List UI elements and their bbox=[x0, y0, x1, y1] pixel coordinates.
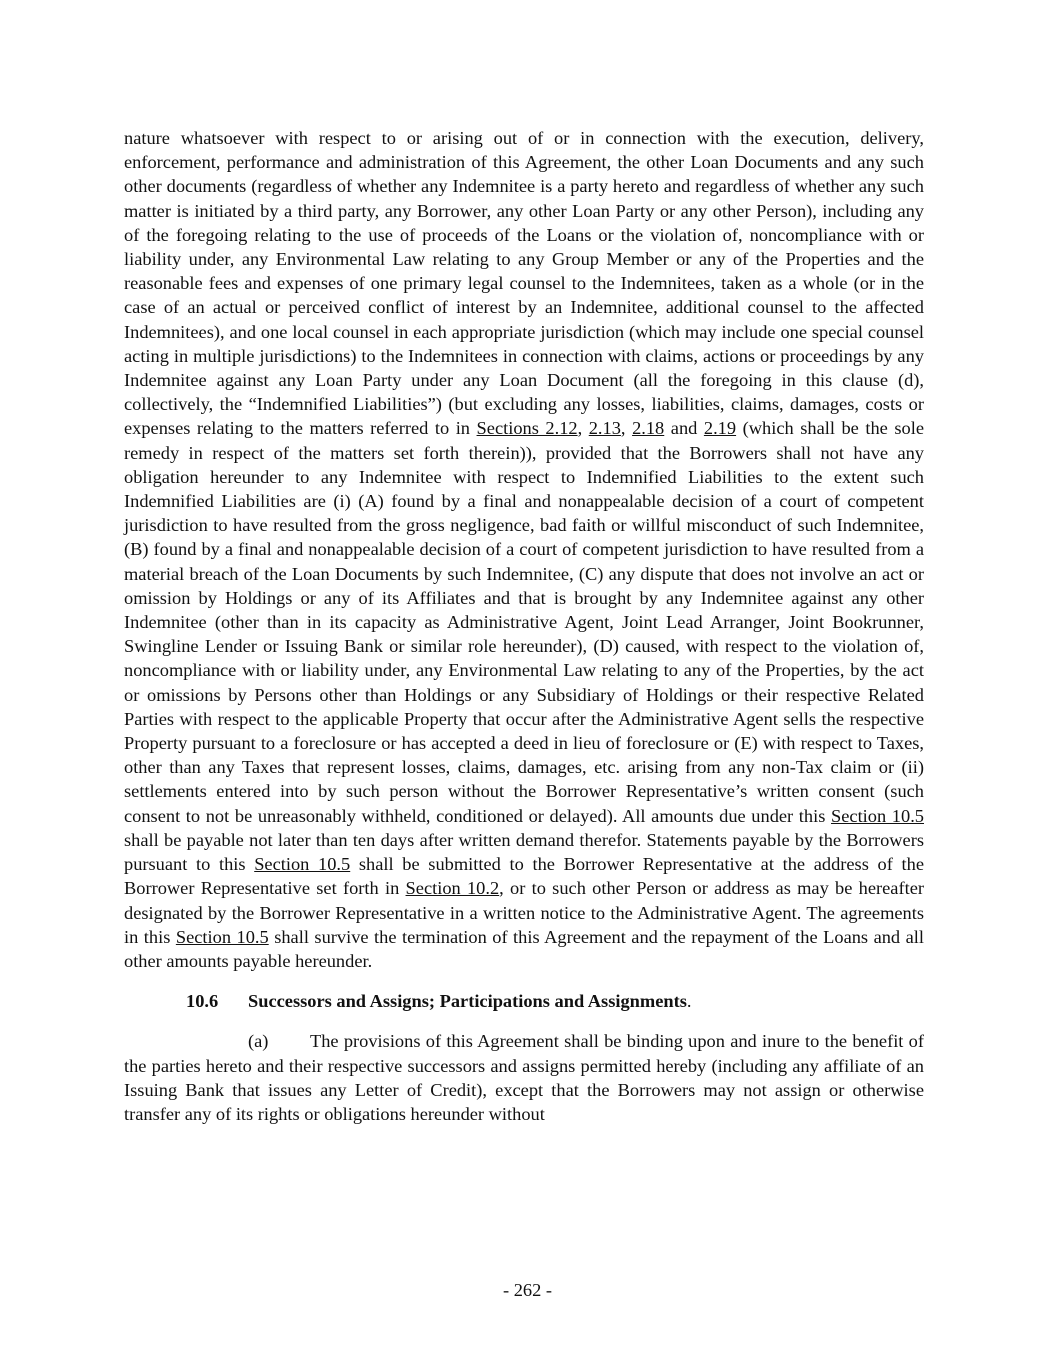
section-ref-2-13: 2.13 bbox=[588, 418, 621, 439]
subsection-text: The provisions of this Agreement shall be binding upon and inure to the benefit of the parties hereto and their respective successors and assigns permitted hereby (including any affiliate of an Issuing Bank that issues any Letter of Credit), except that the Borrowers may not assign or otherwise transfer any of its rights or obligations hereunder without bbox=[124, 1031, 924, 1124]
document-page bbox=[124, 126, 924, 1126]
section-ref-10-5: Section 10.5 bbox=[831, 805, 924, 826]
paragraph-text: nature whatsoever with respect to or arising out of or in connection with the execution, delivery, enforcement, performance and administration of this Agreement, the other Loan Documents and any such other documents (regardless of whether any Indemnitee is a party hereto and regardless of whether any such matter is initiated by a third party, any Borrower, any other Loan Party or any other Person), including any of the foregoing relating to the use of proceeds of the Loans or the violation of, noncompliance with or liability under, any Environmental Law relating to any Group Member or any of the Properties and the reasonable fees and expenses of one primary legal counsel to the Indemnitees, taken as a whole (or in the case of an actual or perceived conflict of interest by an Indemnitee, additional counsel to the affected Indemnitees), and one local counsel in each appropriate jurisdiction (which may include one special counsel acting in multiple jurisdictions) to the Indemnitees in connection with claims, actions or proceedings by any Indemnitee against any Loan Party under any Loan Document (all the foregoing in this clause (d), collectively, the “Indemnified Liabilities”) (but excluding any losses, liabilities, claims, damages, costs or expenses relating to the matters referred to in bbox=[124, 128, 924, 439]
paragraph-text: (which shall be the sole remedy in respect of the matters set forth therein)), provided that the Borrowers shall not have any obligation hereunder to any Indemnitee with respect to Indemnified Liabilities to the extent such Indemnified Liabilities are (i) (A) found by a final and nonappealable decision of a court of competent jurisdiction to have resulted from the gross negligence, bad faith or willful misconduct of such Indemnitee, (B) found by a final and nonappealable decision of a court of competent jurisdiction to have resulted from a material breach of the Loan Documents by such Indemnitee, (C) any dispute that does not involve an act or omission by Holdings or any of its Affiliates and that is brought by any Indemnitee against any other Indemnitee (other than in its capacity as Administrative Agent, Joint Lead Arranger, Joint Bookrunner, Swingline Lender or Issuing Bank or similar role hereunder), (D) caused, with respect to the violation of, noncompliance with or liability under, any Environmental Law relating to any of the Properties, by the act or omissions by Persons other than Holdings or any Subsidiary of Holdings or their respective Related Parties with respect to the applicable Property that occur after the Administrative Agent sells the respective Property pursuant to a foreclosure or has accepted a deed in lieu of foreclosure or (E) with respect to Taxes, other than any Taxes that represent losses, claims, damages, etc. arising from any non-Tax claim or (ii) settlements entered into by such person without the Borrower Representative’s written consent (such consent to not be unreasonably withheld, conditioned or delayed). All amounts due under this bbox=[124, 418, 925, 826]
section-ref-10-5: Section 10.5 bbox=[175, 926, 269, 947]
subsection-a bbox=[124, 1029, 924, 1126]
paragraph-text: shall survive the termination of this Agreement and the repayment of the Loans and all other amounts payable hereunder. bbox=[124, 926, 924, 971]
section-title-period: . bbox=[686, 991, 692, 1012]
paragraph-indemnified-liabilities bbox=[124, 126, 924, 973]
paragraph-text: shall be submitted to the Borrower Representative at the address of the Borrower Representative set forth in bbox=[124, 854, 924, 899]
section-ref-2-18: 2.18 bbox=[632, 418, 665, 439]
section-ref-2-12: Sections 2.12 bbox=[476, 418, 578, 439]
page-number: - 262 - bbox=[502, 1280, 553, 1300]
paragraph-text: shall be payable not later than ten days after written demand therefor. Statements payable by the Borrowers pursuant to this bbox=[124, 829, 924, 875]
separator: , bbox=[620, 418, 633, 439]
separator: and bbox=[664, 418, 704, 439]
separator: , bbox=[577, 418, 589, 439]
subsection-label: (a) bbox=[248, 1031, 269, 1052]
section-number: 10.6 bbox=[186, 991, 219, 1012]
section-title: Successors and Assigns; Participations and Assignments bbox=[248, 991, 687, 1012]
section-heading bbox=[124, 989, 924, 1013]
paragraph-text: , or to such other Person or address as may be hereafter designated by the Borrower Representative in a written notice to the Administrative Agent. The agreements in this bbox=[124, 878, 924, 947]
section-ref-2-19: 2.19 bbox=[703, 418, 737, 439]
section-ref-10-2: Section 10.2 bbox=[405, 878, 500, 899]
section-ref-10-5: Section 10.5 bbox=[254, 854, 351, 875]
